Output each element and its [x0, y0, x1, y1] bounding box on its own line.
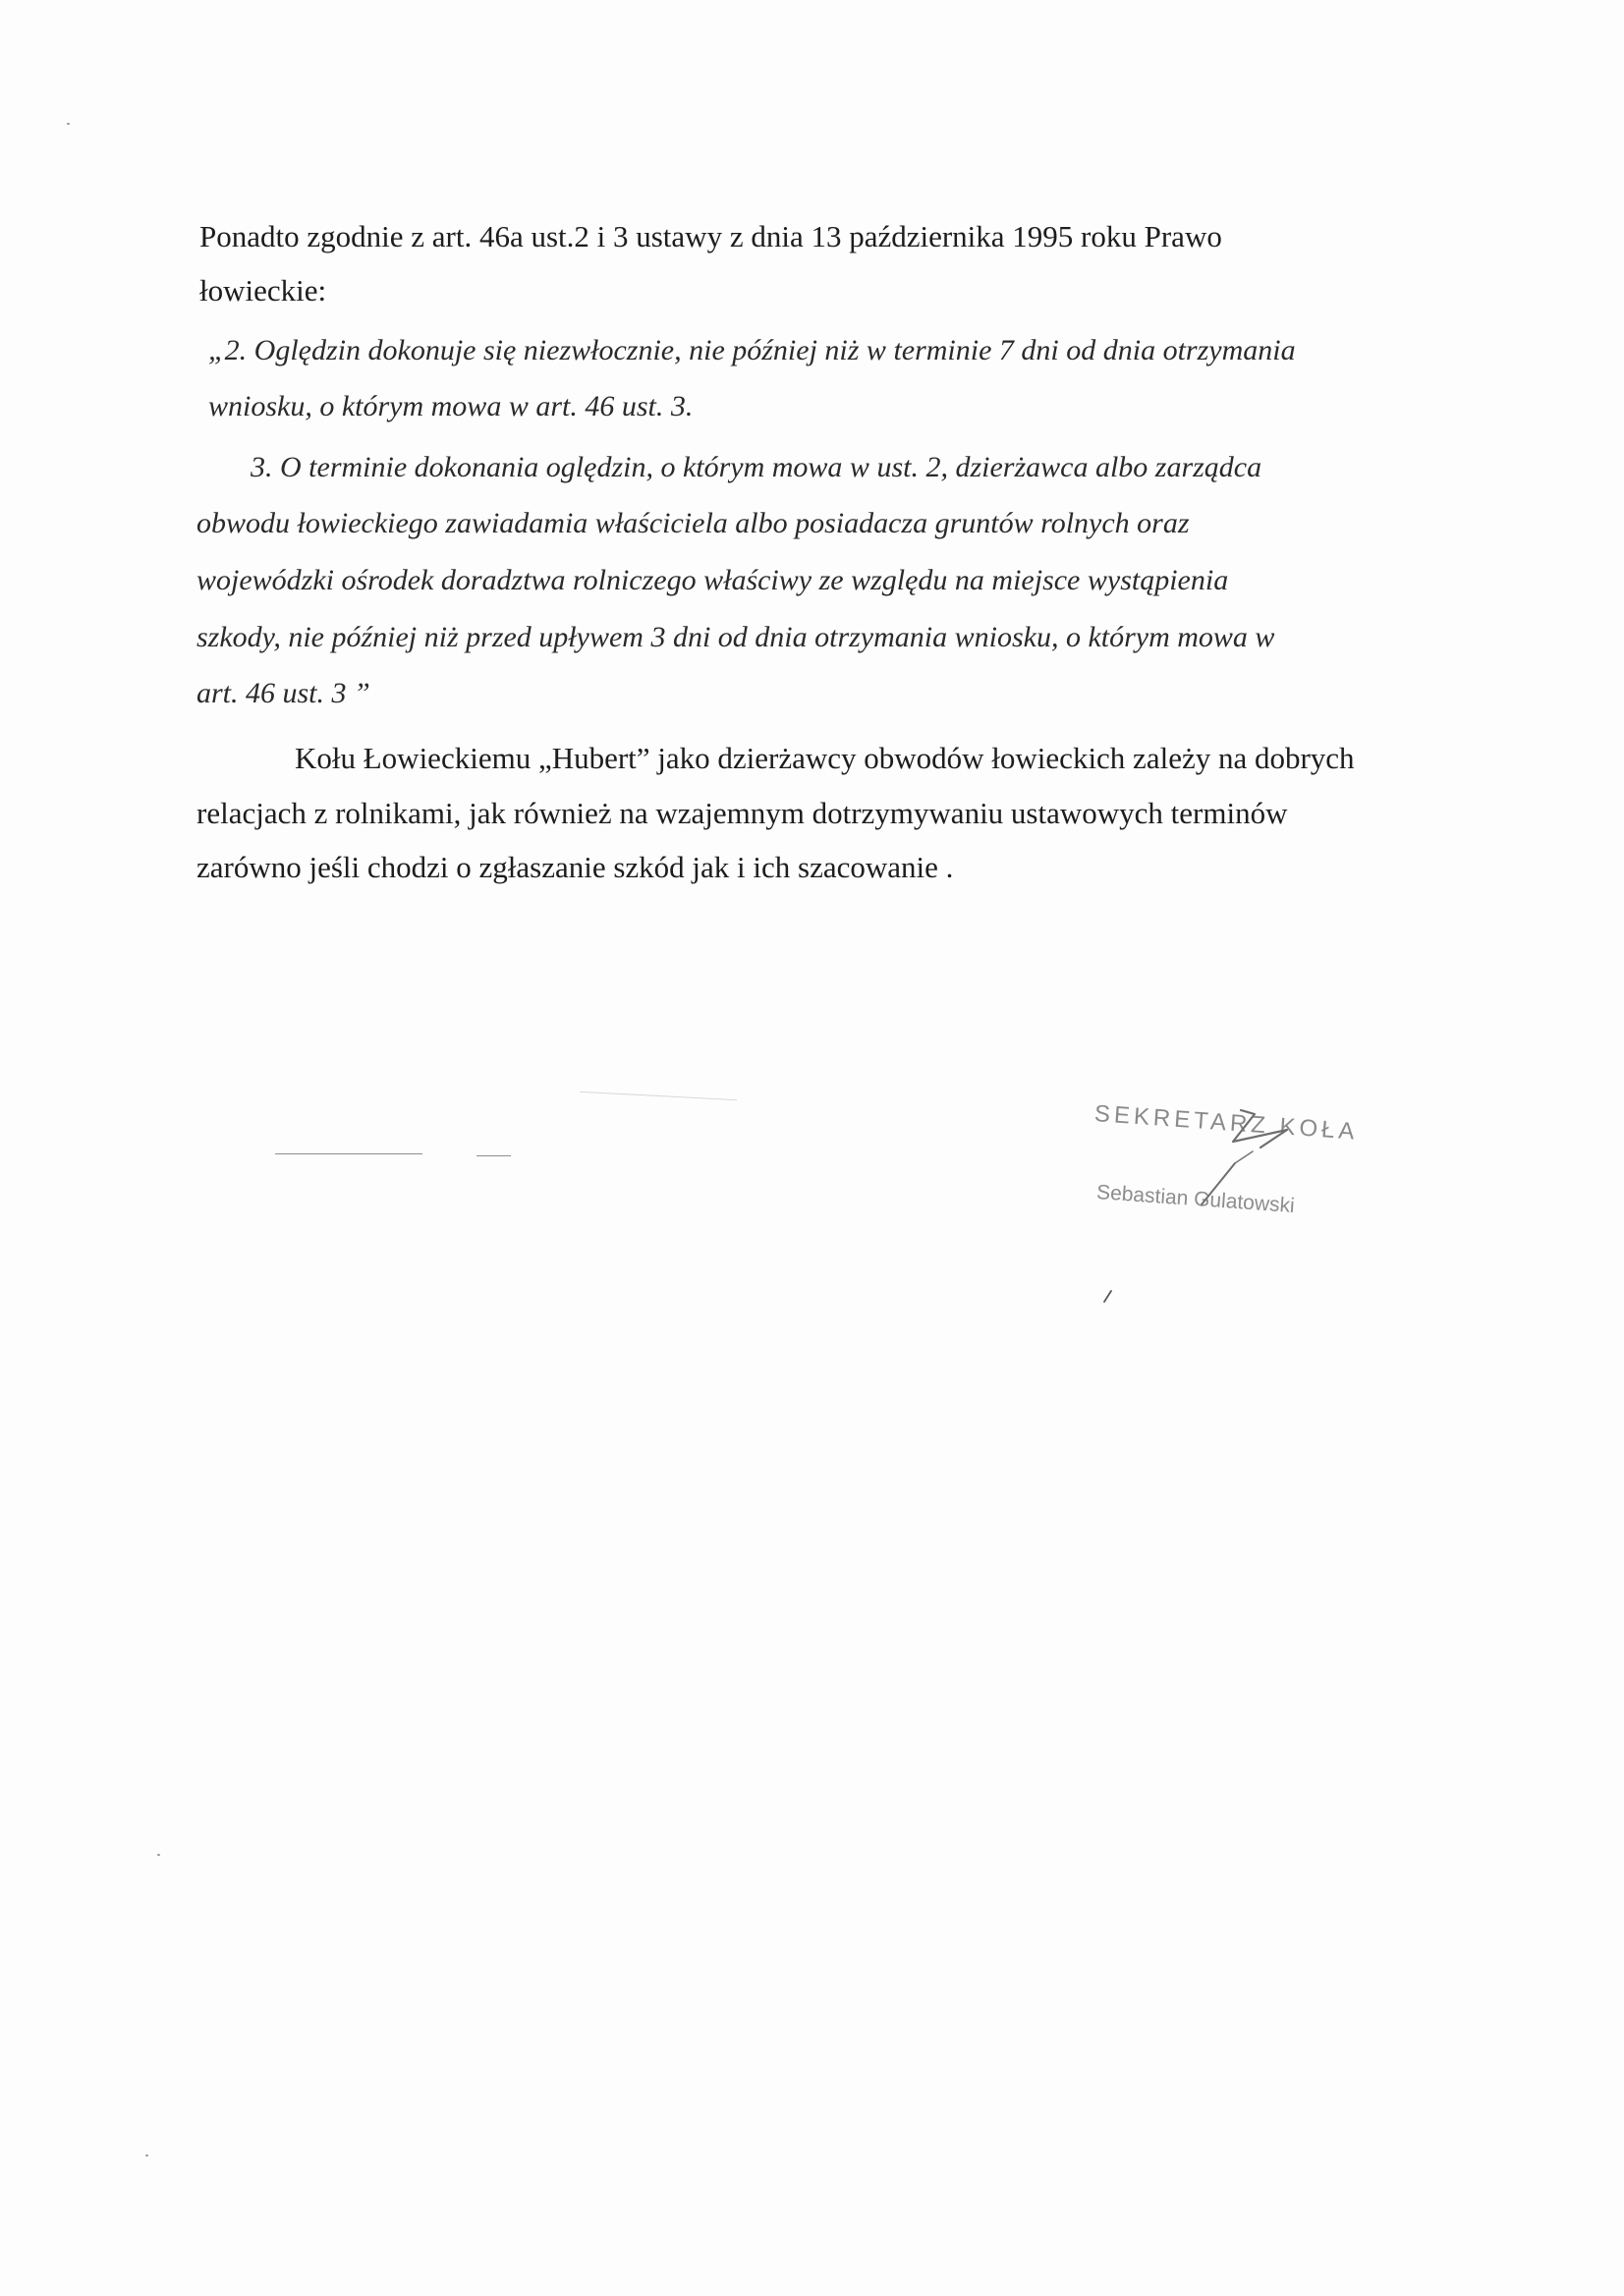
- quote-line: 3. O terminie dokonania oględzin, o którym mowa w ust. 2, dzierżawca albo zarządca: [251, 451, 1262, 483]
- scan-dash: [580, 1092, 737, 1100]
- closing-line: Kołu Łowieckiemu „Hubert” jako dzierżawcy obwodów łowieckich zależy na dobrych: [295, 741, 1355, 775]
- scan-dash: [275, 1153, 422, 1154]
- closing-line: zarówno jeśli chodzi o zgłaszanie szkód jak i ich szacowanie .: [196, 850, 954, 884]
- quote-line: wojewódzki ośrodek doradztwa rolniczego właściwy ze względu na miejsce wystąpienia: [196, 564, 1229, 596]
- scan-dash: [476, 1155, 511, 1156]
- intro-line: łowieckie:: [199, 273, 327, 308]
- quote-line: art. 46 ust. 3 ”: [196, 677, 370, 709]
- secretary-stamp: [1086, 1091, 1410, 1238]
- stamp-name: Sebastian Gulatowski: [1095, 1181, 1296, 1218]
- quote-line: obwodu łowieckiego zawiadamia właściciela albo posiadacza gruntów rolnych oraz: [196, 507, 1190, 539]
- stamp-title: SEKRETARZ KOŁA: [1093, 1100, 1360, 1146]
- scan-speck: [145, 2155, 148, 2156]
- intro-line: Ponadto zgodnie z art. 46a ust.2 i 3 ustawy z dnia 13 października 1995 roku Prawo: [199, 219, 1222, 253]
- quote-line: wniosku, o którym mowa w art. 46 ust. 3.: [208, 390, 694, 422]
- quote-line: „2. Oględzin dokonuje się niezwłocznie, nie później niż w terminie 7 dni od dnia otrzymania: [208, 334, 1296, 366]
- scan-speck: [157, 1854, 160, 1856]
- closing-line: relacjach z rolnikami, jak również na wzajemnym dotrzymywaniu ustawowych terminów: [196, 796, 1288, 830]
- quote-line: szkody, nie później niż przed upływem 3 dni od dnia otrzymania wniosku, o którym mowa w: [196, 621, 1275, 653]
- scan-speck: [67, 123, 70, 125]
- pen-mark: [1102, 1289, 1114, 1303]
- signature-scribble: [1086, 1091, 1410, 1238]
